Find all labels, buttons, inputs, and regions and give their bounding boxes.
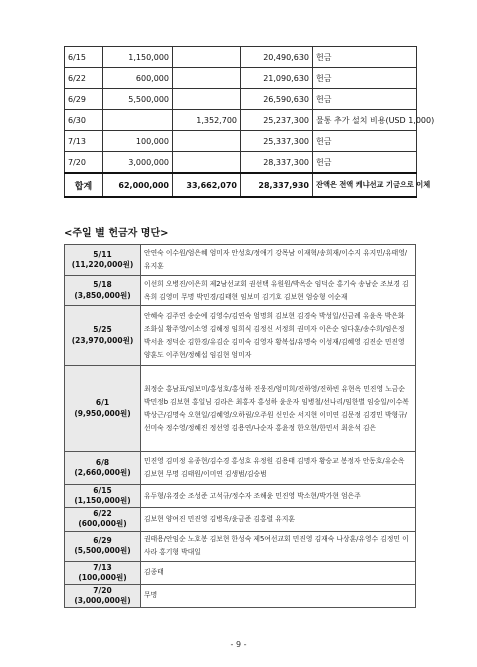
donor-date-cell	[65, 485, 141, 508]
ledger-date: 6/15	[65, 47, 103, 68]
donor-row	[65, 366, 416, 452]
donor-amount: (100,000원)	[78, 572, 127, 582]
donor-date-cell	[65, 306, 141, 366]
ledger-balance: 20,490,630	[241, 47, 313, 68]
ledger-balance: 25,337,300	[241, 131, 313, 152]
page-number: - 9 -	[230, 640, 247, 649]
donor-amount: (2,660,000원)	[74, 468, 131, 477]
donor-amount: (9,950,000원)	[74, 408, 131, 418]
donor-date-cell	[65, 531, 141, 561]
donor-names: 안연숙 이수원/엄은혜 엄미자 안성호/정애기 강목남 이재혁/송희재/이수지 유지민/유태영/유지훈	[141, 245, 416, 276]
ledger-date: 7/20	[65, 152, 103, 174]
ledger-income	[103, 110, 173, 131]
donor-row	[65, 485, 416, 508]
ledger-income: 100,000	[103, 131, 173, 152]
donor-date-cell	[65, 245, 141, 276]
donor-names: 민진영 김미정 유종현/김수경 홍성호 유정원 김용태 김명자 황승교 봉정자 안동호/유순옥 김보현 무명 김태원/이미연 김생범/김승범	[141, 452, 416, 485]
ledger-income: 1,150,000	[103, 47, 173, 68]
ledger-expense	[173, 47, 241, 68]
donor-names: 권태용/안임순 노호봉 김보현 한성숙 제5여선교회 민진영 김재숙 나상훈/유영수 김정민 이사라 홍기형 박대일	[141, 531, 416, 561]
donor-names: 김보현 양여진 민진영 김병욱/윤금준 김홍렬 유지훈	[141, 508, 416, 531]
donor-date-cell	[65, 561, 141, 584]
ledger-total-label: 합계	[65, 173, 103, 197]
donor-date-cell	[65, 452, 141, 485]
donor-amount: (3,000,000원)	[74, 595, 131, 605]
donor-row	[65, 245, 416, 276]
donor-date: 5/11	[93, 249, 112, 259]
donor-amount: (3,850,000원)	[74, 290, 131, 300]
donor-date-cell	[65, 584, 141, 607]
ledger-row	[65, 68, 417, 89]
ledger-memo: 헌금	[313, 131, 417, 152]
donor-date: 6/22	[93, 509, 112, 519]
donor-names: 이선희 오병진/이은희 제2남선교회 권선택 유원원/박옥순 임덕순 홍기숙 송남순 조보경 김옥희 김영미 무명 박민경/김태현 임보미 김기호 김보현 엄승형 이순재	[141, 276, 416, 306]
ledger-expense	[173, 68, 241, 89]
donor-amount: (23,970,000원)	[71, 335, 134, 345]
ledger-memo: 헌금	[313, 47, 417, 68]
ledger-expense	[173, 89, 241, 110]
ledger-memo: 헌금	[313, 152, 417, 174]
donor-date: 5/25	[93, 325, 112, 335]
ledger-date: 6/29	[65, 89, 103, 110]
donor-date-cell	[65, 508, 141, 531]
donor-date: 6/29	[93, 535, 112, 545]
donor-names: 무명	[141, 584, 416, 607]
donor-row	[65, 531, 416, 561]
ledger-expense	[173, 152, 241, 174]
ledger-balance: 25,237,300	[241, 110, 313, 131]
donor-date: 6/8	[95, 457, 110, 467]
donor-table	[64, 244, 416, 608]
ledger-date: 7/13	[65, 131, 103, 152]
ledger-memo: 물통 추가 설치 비용(USD 1,000)	[313, 110, 417, 131]
ledger-income: 5,500,000	[103, 89, 173, 110]
ledger-table	[64, 46, 435, 198]
donor-row	[65, 508, 416, 531]
ledger-expense: 1,352,700	[173, 110, 241, 131]
ledger-balance: 28,337,300	[241, 152, 313, 174]
ledger-memo: 헌금	[313, 89, 417, 110]
ledger-income: 3,000,000	[103, 152, 173, 174]
ledger-date: 6/22	[65, 68, 103, 89]
donor-names: 유두형/유경순 조성준 고석규/정수자 조해윤 민진영 박소현/박가현 엄은주	[141, 485, 416, 508]
donor-names: 김종태	[141, 561, 416, 584]
donor-row	[65, 306, 416, 366]
ledger-row	[65, 110, 417, 131]
ledger-date: 6/30	[65, 110, 103, 131]
donor-names: 안혜숙 김주연 송순예 김영수/김연숙 엄명희 김보현 김경숙 박성일/신금례 유윤옥 박은화 조화실 황주영/이소영 김해정 임희식 김정신 서정희 권미자 이은순 임다훈/송수희/임은정 박서윤 정덕순 김한경/유김순 김미숙 김영자 황복섭/유명숙 이성재/김혜영 김진순 민진영 양훈도 이주현/정혜섭 임김현 엄미자	[141, 306, 416, 366]
donor-amount: (600,000원)	[78, 519, 127, 529]
ledger-balance: 26,590,630	[241, 89, 313, 110]
ledger-row	[65, 47, 417, 68]
donor-date-cell	[65, 276, 141, 306]
ledger-row	[65, 131, 417, 152]
ledger-total-expense: 33,662,070	[173, 173, 241, 197]
donor-row	[65, 561, 416, 584]
ledger-memo: 헌금	[313, 68, 417, 89]
donor-row	[65, 584, 416, 607]
donor-amount: (11,220,000원)	[71, 260, 134, 269]
donor-date: 6/1	[95, 398, 110, 408]
donor-date-cell	[65, 366, 141, 452]
ledger-row	[65, 152, 417, 174]
donor-date: 7/13	[93, 562, 112, 572]
donor-date: 5/18	[93, 280, 112, 290]
donor-row	[65, 276, 416, 306]
donor-row	[65, 452, 416, 485]
donor-amount: (1,150,000원)	[74, 496, 131, 506]
ledger-row	[65, 89, 417, 110]
donor-date: 7/20	[93, 585, 112, 595]
donor-amount: (5,500,000원)	[74, 546, 131, 555]
ledger-income: 600,000	[103, 68, 173, 89]
donor-date: 6/15	[93, 486, 112, 495]
ledger-total-memo: 잔액은 전액 케냐선교 기금으로 이체	[313, 173, 417, 197]
ledger-total-balance: 28,337,930	[241, 173, 313, 197]
ledger-expense	[173, 131, 241, 152]
ledger-total-income: 62,000,000	[103, 173, 173, 197]
donor-section-title: <주일 별 헌금자 명단>	[64, 228, 169, 239]
ledger-total-row	[65, 173, 417, 197]
donor-names: 최정순 홍남표/임보미/홍성호/홍성하 진웅진/엄미희/진하영/진하빈 유현옥 민진영 노금순 박민정b 김보현 홍일님 김라은 최홍자 홍성하 윤운자 임병철/선나리/임한별 임승일/이수복 박상근/김명숙 오현일/김혜영/오하림/오주원 신인순 서지현 이미연 김문정 김경민 박형규/선미숙 정수영/정혜진 정선영 김용연/나순자 홍윤정 한오현/한민서 최운석 김은	[141, 366, 416, 452]
ledger-balance: 21,090,630	[241, 68, 313, 89]
